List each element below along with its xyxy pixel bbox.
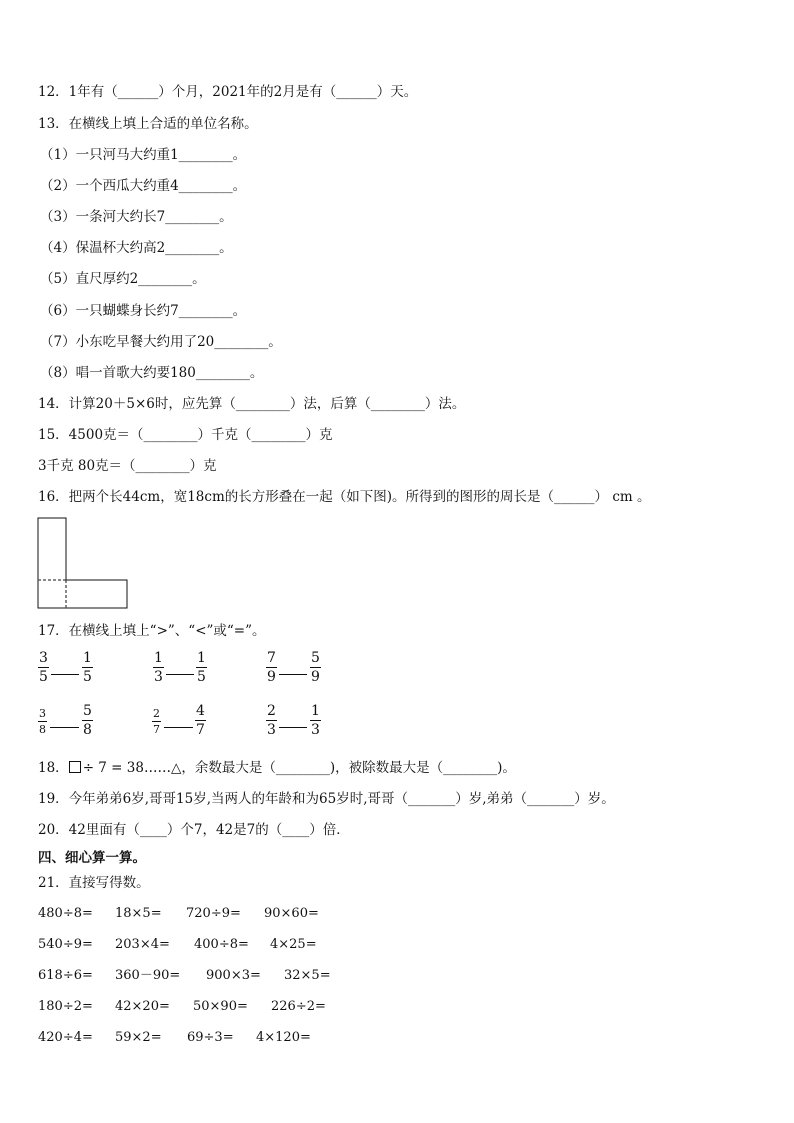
vertical-rectangle (38, 518, 66, 608)
calc-item: 69÷3= (187, 1030, 234, 1045)
calc-item: 90×60= (264, 906, 319, 921)
square-blank-icon (69, 761, 81, 773)
calc-item: 900×3= (206, 968, 261, 983)
calc-item: 42×20= (115, 999, 170, 1014)
answer-blank[interactable] (50, 727, 79, 728)
fraction: $\frac{1}{5}$ (197, 650, 206, 685)
q13-item-1: （1）一只河马大约重1________。 (40, 147, 247, 163)
answer-blank[interactable] (166, 674, 194, 675)
q13-item-4: （4）保温杯大约高2________。 (40, 240, 233, 256)
calc-item: 4×25= (270, 937, 317, 952)
calc-item: 59×2= (115, 1030, 162, 1045)
calc-item: 540÷9= (38, 937, 93, 952)
fraction: $\frac{5}{8}$ (83, 703, 92, 738)
question-17: 17．在横线上填上“>”、“<”或“=”。 (38, 623, 266, 639)
question-18 (38, 759, 516, 777)
question-16: 16．把两个长44cm，宽18cm的长方形叠在一起（如下图)。所得到的图形的周长是（______） cm 。 (38, 489, 651, 505)
fraction: $\frac{2}{7}$ (153, 707, 160, 736)
overlapping-rectangles-figure (37, 517, 131, 611)
question-15a: 15．4500克＝（________）千克（________）克 (38, 427, 333, 443)
calc-item: 420÷4= (38, 1030, 93, 1045)
q13-item-7: （7）小东吃早餐大约用了20________。 (40, 334, 282, 350)
q13-item-2: （2）一个西瓜大约重4________。 (40, 178, 247, 194)
calc-item: 618÷6= (38, 968, 93, 983)
calc-item: 180÷2= (38, 999, 93, 1014)
section-heading: 四、细心算一算。 (38, 850, 146, 866)
fraction: $\frac{5}{9}$ (311, 650, 320, 685)
question-15b: 3千克 80克＝（________）克 (38, 458, 217, 474)
calc-item: 360－90= (115, 968, 181, 983)
fraction: $\frac{7}{9}$ (267, 650, 276, 685)
answer-blank[interactable] (51, 674, 79, 675)
calc-item: 50×90= (193, 999, 248, 1014)
calc-item: 18×5= (115, 906, 162, 921)
question-12: 12．1年有（______）个月，2021年的2月是有（______）天。 (38, 84, 418, 100)
q13-item-8: （8）唱一首歌大约要180________。 (40, 365, 264, 381)
calc-item: 32×5= (284, 968, 331, 983)
question-14: 14．计算20＋5×6时，应先算（________）法，后算（________）法。 (38, 396, 466, 412)
q13-item-3: （3）一条河大约长7________。 (40, 209, 233, 225)
horizontal-rectangle (38, 580, 127, 608)
question-19: 19．今年弟弟6岁,哥哥15岁,当两人的年龄和为65岁时,哥哥（_______）岁,弟弟（_______）岁。 (38, 791, 615, 807)
q13-item-6: （6）一只蝴蝶身长约7________。 (40, 303, 247, 319)
calc-item: 720÷9= (186, 906, 241, 921)
calc-item: 480÷8= (38, 906, 93, 921)
answer-blank[interactable] (164, 727, 193, 728)
q18-number: 18． (38, 760, 69, 776)
calc-item: 4×120= (256, 1030, 311, 1045)
fraction: $\frac{1}{5}$ (83, 650, 92, 685)
fraction: $\frac{3}{5}$ (39, 650, 48, 685)
question-20: 20．42里面有（____）个7，42是7的（____）倍． (38, 822, 350, 838)
fraction: $\frac{1}{3}$ (311, 703, 320, 738)
fraction: $\frac{3}{8}$ (39, 707, 46, 736)
calc-item: 226÷2= (271, 999, 326, 1014)
q18-text: ÷ 7 = 38……△，余数最大是（________)，被除数最大是（________)。 (82, 760, 516, 776)
q13-item-5: （5）直尺厚约2________。 (40, 271, 206, 287)
answer-blank[interactable] (279, 674, 307, 675)
question-13: 13．在横线上填上合适的单位名称。 (38, 116, 258, 132)
fraction: $\frac{2}{3}$ (267, 703, 276, 738)
question-21: 21．直接写得数。 (38, 875, 150, 891)
fraction: $\frac{4}{7}$ (196, 703, 205, 738)
calc-item: 400÷8= (194, 937, 249, 952)
calc-item: 203×4= (115, 937, 170, 952)
fraction: $\frac{1}{3}$ (154, 650, 163, 685)
answer-blank[interactable] (279, 727, 307, 728)
